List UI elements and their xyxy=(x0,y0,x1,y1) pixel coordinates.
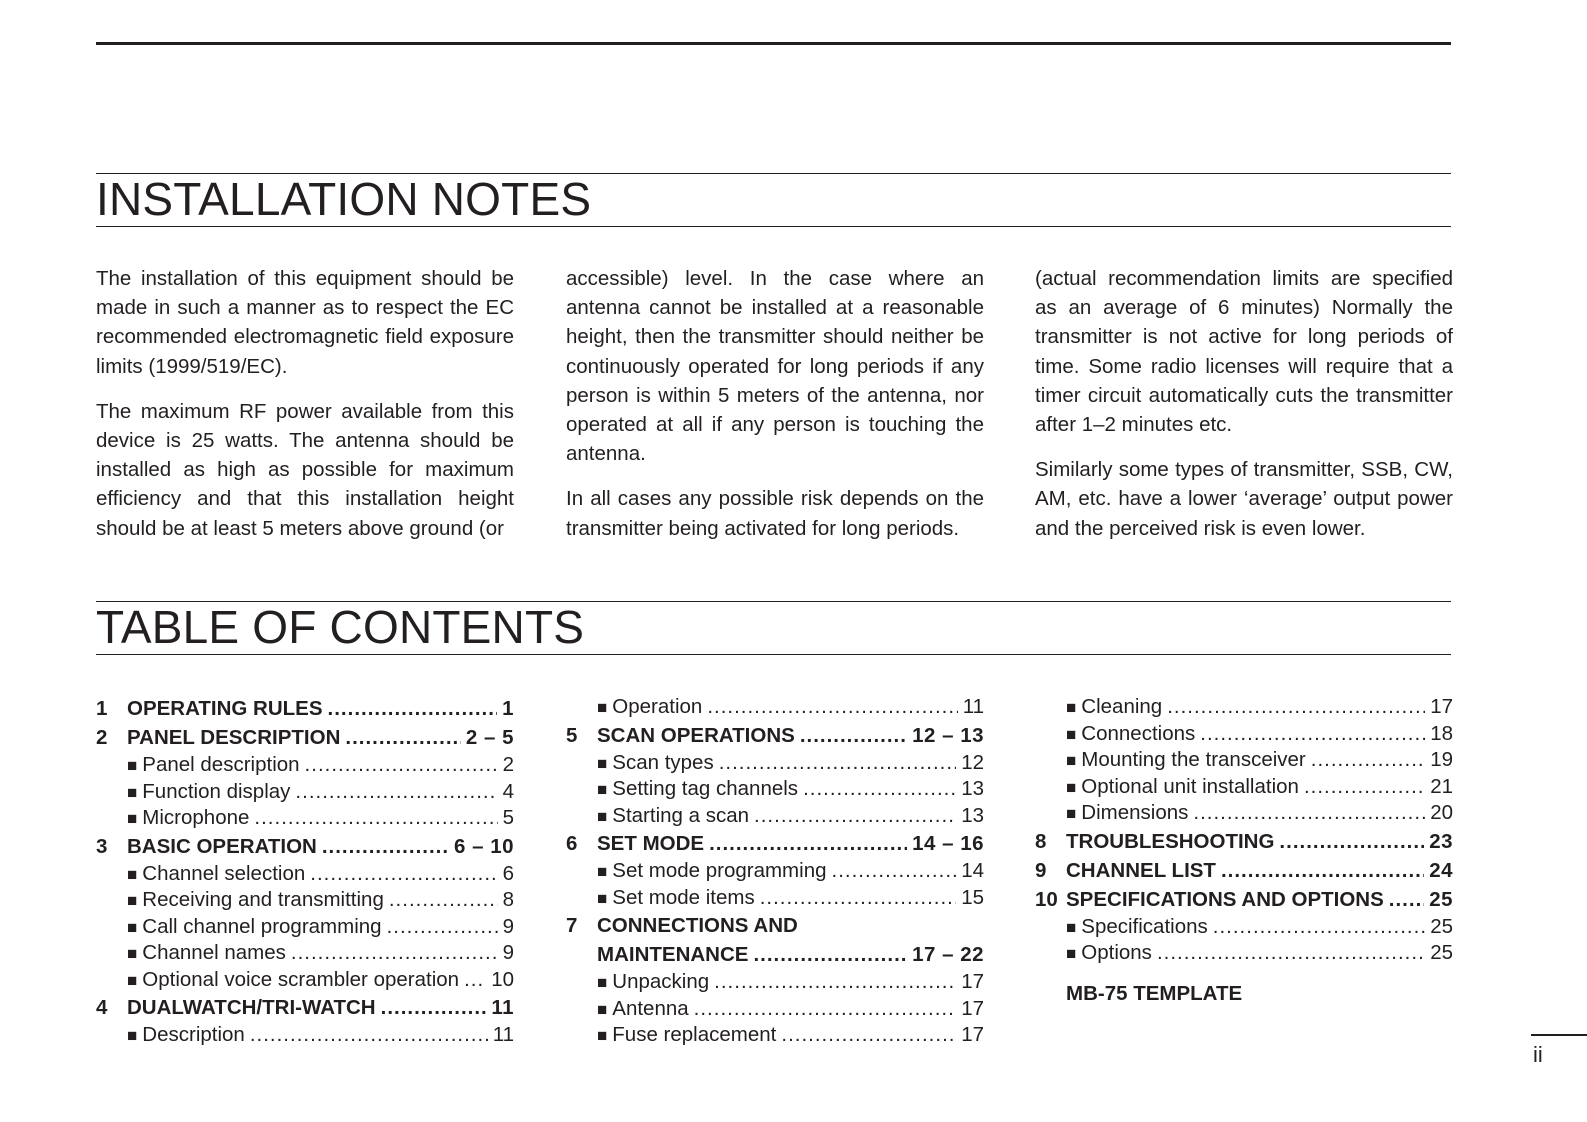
dot-leader xyxy=(1304,774,1425,801)
toc-section-entry xyxy=(566,721,984,750)
toc-entry-label: Set mode items xyxy=(612,885,755,909)
toc-page-number: 9 xyxy=(502,941,514,964)
toc-section-number: 8 xyxy=(1035,829,1047,853)
toc-subsection-entry xyxy=(96,861,514,888)
toc-section-number: 6 xyxy=(566,832,578,855)
toc-section-number: 2 xyxy=(96,726,108,749)
toc-section-entry xyxy=(96,723,514,752)
toc-page-number: 15 xyxy=(961,885,984,909)
square-bullet-icon: ■ xyxy=(127,917,138,937)
square-bullet-icon: ■ xyxy=(1066,751,1077,770)
toc-page-number: 25 xyxy=(1429,887,1453,911)
toc-entry-label: Cleaning xyxy=(1081,695,1163,718)
toc-subsection-entry xyxy=(96,752,514,779)
toc-section-number: 5 xyxy=(566,723,578,747)
toc-subsection-entry xyxy=(1035,800,1453,827)
dot-leader xyxy=(694,996,957,1023)
square-bullet-icon: ■ xyxy=(1066,777,1077,797)
toc-entry-label: Specifications xyxy=(1081,914,1208,938)
toc-page-number: 13 xyxy=(961,803,984,827)
toc-entry-label: Microphone xyxy=(142,806,250,829)
dot-leader xyxy=(1389,885,1424,914)
template-label: MB-75 TEMPLATE xyxy=(1066,981,1243,1005)
toc-page-number: 18 xyxy=(1430,721,1453,745)
toc-entry-label: Optional voice scrambler operation xyxy=(142,967,460,991)
square-bullet-icon: ■ xyxy=(127,1026,138,1045)
dot-leader xyxy=(707,694,957,721)
toc-column-3 xyxy=(1035,694,1453,1008)
dot-leader xyxy=(803,776,956,803)
toc-page-number: 6 xyxy=(502,861,514,885)
toc-subsection-entry xyxy=(566,803,984,830)
dot-leader xyxy=(714,969,956,996)
toc-subsection-entry xyxy=(96,914,514,941)
toc-subsection-entry xyxy=(1035,914,1453,941)
toc-subsection-entry xyxy=(1035,694,1453,721)
toc-page-number: 20 xyxy=(1430,801,1453,824)
dot-leader xyxy=(1167,694,1425,721)
dot-leader xyxy=(1279,827,1424,856)
dot-leader xyxy=(291,940,498,967)
notes-column-3 xyxy=(1035,264,1453,559)
toc-section-entry xyxy=(1035,885,1453,914)
toc-page-number: 8 xyxy=(502,888,514,911)
toc-entry-label: Receiving and transmitting xyxy=(142,888,384,911)
toc-page-number: 14 – 16 xyxy=(912,832,984,855)
toc-entry-label: BASIC OPERATION xyxy=(127,834,317,858)
dot-leader xyxy=(322,832,449,861)
dot-leader xyxy=(1193,800,1425,827)
toc-subsection-entry xyxy=(566,776,984,803)
dot-leader xyxy=(345,723,461,752)
toc-page-number: 13 xyxy=(961,777,984,800)
square-bullet-icon: ■ xyxy=(597,698,608,717)
toc-subsection-entry xyxy=(566,1022,984,1049)
toc-section-number: 4 xyxy=(96,996,108,1019)
toc-subsection-entry xyxy=(96,940,514,967)
dot-leader xyxy=(381,993,487,1022)
notes-paragraph: accessible) level. In the case where an antenna cannot be installed at a reasonable height, then the transmitter should neither be continuously operated for long periods if any person is within 5 meters of the antenna, nor operated at all if any person is touching the antenna. xyxy=(566,267,984,466)
toc-page-number: 1 xyxy=(502,697,514,720)
toc-entry-label: Scan types xyxy=(612,750,714,774)
toc-page-number: 2 xyxy=(502,753,514,776)
dot-leader xyxy=(1213,914,1425,941)
square-bullet-icon: ■ xyxy=(127,864,138,884)
toc-section-entry xyxy=(1035,856,1453,885)
dot-leader xyxy=(753,940,907,969)
square-bullet-icon: ■ xyxy=(597,780,608,799)
toc-section-number: 10 xyxy=(1035,887,1058,911)
toc-entry-label: Setting tag channels xyxy=(612,777,799,800)
toc-entry-label: Unpacking xyxy=(612,970,710,993)
toc-page-number: 11 xyxy=(962,695,984,718)
dot-leader xyxy=(305,752,498,779)
toc-entry-label: Description xyxy=(142,1023,245,1046)
toc-page-number: 4 xyxy=(502,779,514,803)
toc-section-entry xyxy=(96,832,514,861)
toc-entry-label: Options xyxy=(1081,941,1152,964)
installation-notes-header xyxy=(96,173,1451,227)
toc-section-entry xyxy=(96,993,514,1022)
toc-entry-label: SPECIFICATIONS AND OPTIONS xyxy=(1066,887,1384,911)
square-bullet-icon: ■ xyxy=(597,973,608,992)
notes-paragraph: In all cases any possible risk depends on the transmitter being activated for long periods. xyxy=(566,487,984,540)
toc-page-number: 10 xyxy=(491,967,514,991)
dot-leader xyxy=(709,829,907,858)
toc-entry-label: Channel names xyxy=(142,941,286,964)
toc-subsection-entry xyxy=(566,885,984,912)
toc-subsection-entry xyxy=(96,1022,514,1049)
square-bullet-icon: ■ xyxy=(127,944,138,963)
toc-subsection-entry xyxy=(1035,940,1453,967)
toc-entry-label: Channel selection xyxy=(142,861,306,885)
toc-entry-label: Set mode programming xyxy=(612,859,827,882)
dot-leader xyxy=(254,805,497,832)
notes-paragraph: (actual recommendation limits are specified as an average of 6 minutes) Normally the transmitter is not active for long periods of time. Some radio licenses will require that a timer circuit automatically cuts the transmitter after 1–2 minutes etc. xyxy=(1035,267,1453,437)
toc-subsection-entry xyxy=(566,996,984,1023)
toc-column-1 xyxy=(96,694,514,1049)
square-bullet-icon: ■ xyxy=(597,862,608,881)
square-bullet-icon: ■ xyxy=(1066,724,1077,744)
toc-page-number: 24 xyxy=(1429,858,1453,882)
toc-entry-label: Starting a scan xyxy=(612,803,750,827)
toc-entry-label: Dimensions xyxy=(1081,801,1189,824)
dot-leader xyxy=(832,858,957,885)
dot-leader xyxy=(719,750,956,777)
square-bullet-icon: ■ xyxy=(1066,917,1077,937)
toc-page-number: 21 xyxy=(1430,774,1453,798)
toc-entry-label: MAINTENANCE xyxy=(597,943,749,966)
dot-leader xyxy=(1311,747,1425,774)
toc-page-number: 19 xyxy=(1430,748,1453,771)
square-bullet-icon: ■ xyxy=(597,999,608,1019)
toc-entry-label: Operation xyxy=(612,695,703,718)
toc-section-entry xyxy=(566,911,984,940)
toc-page-number: 6 – 10 xyxy=(454,834,514,858)
notes-paragraph: Similarly some types of transmitter, SSB, CW, AM, etc. have a lower ‘average’ output power and the perceived risk is even lower. xyxy=(1035,458,1453,540)
square-bullet-icon: ■ xyxy=(127,891,138,910)
notes-paragraph: The maximum RF power available from this device is 25 watts. The antenna should be installed as high as possible for maximum efficiency and that this installation height should be at least 5 meters above ground (or xyxy=(96,399,514,540)
square-bullet-icon: ■ xyxy=(127,809,138,828)
toc-page-number: 5 xyxy=(502,806,514,829)
toc-page-number: 17 – 22 xyxy=(912,943,984,966)
toc-page-number: 11 xyxy=(492,1023,514,1046)
square-bullet-icon: ■ xyxy=(127,782,138,802)
toc-entry-label: TROUBLESHOOTING xyxy=(1066,829,1275,853)
toc-entry-label: Mounting the transceiver xyxy=(1081,748,1306,771)
notes-column-2 xyxy=(566,264,984,559)
toc-page-number: 23 xyxy=(1429,829,1453,853)
toc-entry-label: CONNECTIONS AND xyxy=(597,914,798,937)
page-number-rule xyxy=(1531,1034,1587,1036)
toc-subsection-entry xyxy=(566,694,984,721)
notes-paragraph: The installation of this equipment should be made in such a manner as to respect the EC recommended electromagnetic field exposure limits (1999/519/EC). xyxy=(96,267,514,378)
toc-column-2 xyxy=(566,694,984,1049)
toc-subsection-entry xyxy=(566,750,984,777)
toc-entry-label: OPERATING RULES xyxy=(127,697,323,720)
toc-entry-label: Optional unit installation xyxy=(1081,774,1299,798)
toc-entry-label: Antenna xyxy=(612,996,689,1020)
square-bullet-icon: ■ xyxy=(597,806,608,826)
square-bullet-icon: ■ xyxy=(1066,698,1077,717)
square-bullet-icon: ■ xyxy=(597,1026,608,1045)
toc-entry-label: SCAN OPERATIONS xyxy=(597,723,795,747)
dot-leader xyxy=(754,803,956,830)
dot-leader xyxy=(760,885,956,912)
toc-page-number: 17 xyxy=(961,996,984,1020)
toc-section-number: 3 xyxy=(96,834,108,858)
toc-page-number: 25 xyxy=(1430,941,1453,964)
toc-header xyxy=(96,601,1451,655)
toc-page-number: 9 xyxy=(502,914,514,938)
dot-leader xyxy=(781,1022,956,1049)
toc-subsection-entry xyxy=(96,779,514,806)
toc-subsection-entry xyxy=(1035,721,1453,748)
dot-leader xyxy=(1200,721,1425,748)
toc-subsection-entry xyxy=(566,969,984,996)
toc-page-number: 11 xyxy=(491,996,514,1019)
toc-page-number: 2 – 5 xyxy=(465,726,514,749)
dot-leader xyxy=(389,887,498,914)
square-bullet-icon: ■ xyxy=(597,888,608,908)
toc-subsection-entry xyxy=(1035,774,1453,801)
dot-leader xyxy=(387,914,498,941)
toc-subsection-entry xyxy=(96,805,514,832)
toc-section-entry xyxy=(1035,827,1453,856)
toc-entry-label: Function display xyxy=(142,779,291,803)
dot-leader xyxy=(464,967,486,994)
installation-notes-title: INSTALLATION NOTES xyxy=(96,173,592,225)
dot-leader xyxy=(295,779,497,806)
toc-subsection-entry xyxy=(1035,747,1453,774)
toc-subsection-entry xyxy=(566,858,984,885)
square-bullet-icon: ■ xyxy=(1066,804,1077,823)
square-bullet-icon: ■ xyxy=(127,970,138,990)
toc-page-number: 12 – 13 xyxy=(912,723,984,747)
square-bullet-icon: ■ xyxy=(597,753,608,773)
toc-section-number: 9 xyxy=(1035,858,1047,882)
toc-entry-label: PANEL DESCRIPTION xyxy=(127,726,341,749)
toc-section-entry xyxy=(566,940,984,969)
square-bullet-icon: ■ xyxy=(1066,944,1077,963)
toc-subsection-entry xyxy=(96,887,514,914)
page-number: ii xyxy=(1533,1042,1543,1067)
toc-section-number: 7 xyxy=(566,914,578,937)
notes-column-1 xyxy=(96,264,514,559)
toc-entry-label: Fuse replacement xyxy=(612,1023,777,1046)
dot-leader xyxy=(1157,940,1425,967)
toc-entry-label: Panel description xyxy=(142,753,300,776)
toc-entry-label: SET MODE xyxy=(597,832,705,855)
dot-leader xyxy=(800,721,907,750)
toc-page-number: 12 xyxy=(961,750,984,774)
toc-entry-label: CHANNEL LIST xyxy=(1066,858,1216,882)
toc-entry-label: DUALWATCH/TRI-WATCH xyxy=(127,996,376,1019)
dot-leader xyxy=(1221,856,1424,885)
toc-entry-label: Call channel programming xyxy=(142,914,382,938)
toc-page-number: 17 xyxy=(961,970,984,993)
toc-subsection-entry xyxy=(96,967,514,994)
toc-page-number: 25 xyxy=(1430,914,1453,938)
dot-leader xyxy=(310,861,497,888)
top-rule xyxy=(96,42,1451,45)
toc-section-entry xyxy=(566,829,984,858)
toc-page-number: 14 xyxy=(961,859,984,882)
toc-page-number: 17 xyxy=(1430,695,1453,718)
dot-leader xyxy=(250,1022,488,1049)
toc-section-number: 1 xyxy=(96,697,108,720)
toc-entry-label: Connections xyxy=(1081,721,1196,745)
square-bullet-icon: ■ xyxy=(127,756,138,775)
toc-section-entry xyxy=(96,694,514,723)
toc-page-number: 17 xyxy=(961,1023,984,1046)
dot-leader xyxy=(328,694,498,723)
toc-title: TABLE OF CONTENTS xyxy=(96,601,585,653)
